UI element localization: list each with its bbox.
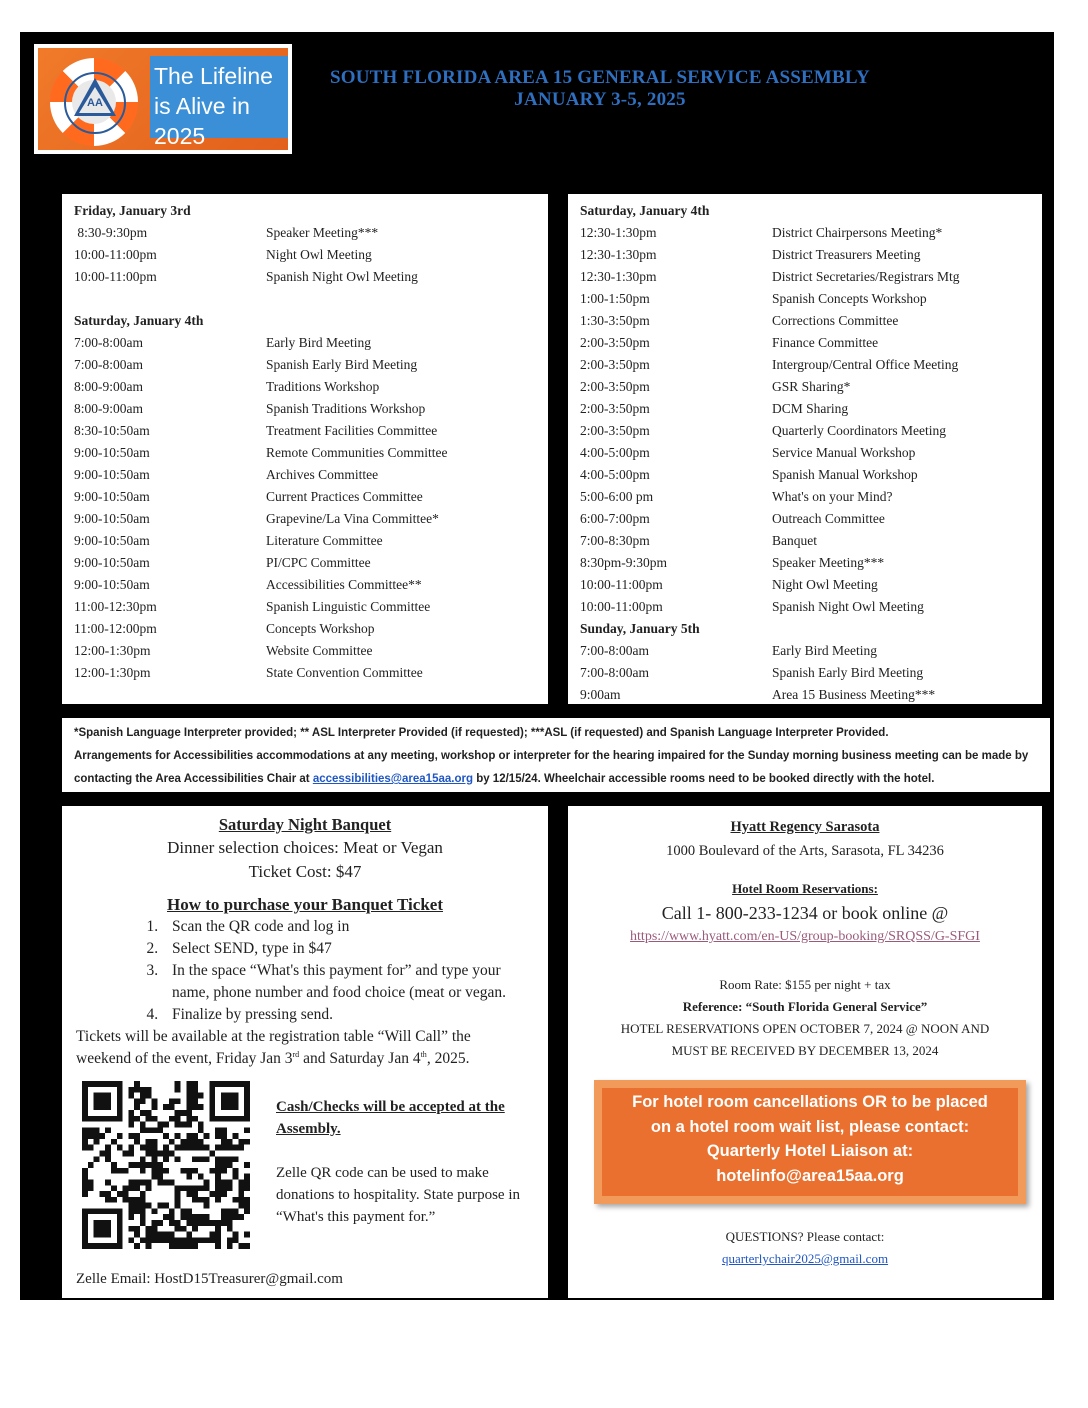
purchase-heading: How to purchase your Banquet Ticket bbox=[167, 895, 443, 914]
event-name: Spanish Concepts Workshop bbox=[772, 291, 927, 306]
reservation-phone: Call 1- 800-233-1234 or book online @ bbox=[661, 903, 949, 923]
event-name: DCM Sharing bbox=[772, 401, 849, 416]
event-time: 2:00-3:50pm bbox=[580, 401, 650, 416]
schedule-row bbox=[580, 486, 1030, 508]
schedule-row bbox=[580, 508, 1030, 530]
schedule-row bbox=[74, 574, 536, 596]
schedule-row bbox=[74, 354, 536, 376]
title-line1: SOUTH FLORIDA AREA 15 GENERAL SERVICE ASSEMBLY bbox=[330, 67, 870, 88]
schedule-row bbox=[580, 266, 1030, 288]
event-time: 7:00-8:00am bbox=[580, 643, 649, 658]
purchase-step: 3. In the space “What's this payment for” and type your name, phone number and food choice (meat or vegan. bbox=[162, 960, 534, 1004]
schedule-row bbox=[74, 618, 536, 640]
event-time: 9:00-10:50am bbox=[74, 577, 150, 592]
event-name: Finance Committee bbox=[772, 335, 879, 350]
hotel-name: Hyatt Regency Sarasota bbox=[730, 819, 880, 835]
event-time: 10:00-11:00pm bbox=[74, 247, 157, 262]
event-time: 9:00-10:50am bbox=[74, 489, 150, 504]
event-time: 12:30-1:30pm bbox=[580, 225, 657, 240]
title-line2: JANUARY 3-5, 2025 bbox=[514, 88, 686, 110]
dinner-choices: Dinner selection choices: Meat or Vegan bbox=[167, 838, 443, 857]
ticket-cost: Ticket Cost: $47 bbox=[248, 862, 362, 881]
event-name: State Convention Committee bbox=[266, 665, 423, 680]
schedule-row bbox=[74, 530, 536, 552]
reservations-open: HOTEL RESERVATIONS OPEN OCTOBER 7, 2024 @ NOON AND bbox=[620, 1021, 990, 1036]
event-time: 12:00-1:30pm bbox=[74, 665, 151, 680]
event-name: Night Owl Meeting bbox=[266, 247, 372, 262]
event-time: 11:00-12:30pm bbox=[74, 599, 157, 614]
event-time: 12:30-1:30pm bbox=[580, 269, 657, 284]
schedule-row bbox=[74, 442, 536, 464]
schedule-row bbox=[580, 684, 1030, 706]
schedule-row bbox=[580, 310, 1030, 332]
zelle-qr-code[interactable] bbox=[82, 1081, 250, 1249]
saturday-heading: Saturday, January 4th bbox=[74, 313, 204, 328]
purchase-steps bbox=[76, 916, 534, 1026]
schedule-row bbox=[74, 552, 536, 574]
event-time: 8:30pm-9:30pm bbox=[580, 555, 667, 570]
schedule-row bbox=[74, 244, 536, 266]
event-time: 8:30-9:30pm bbox=[74, 225, 148, 240]
event-time: 2:00-3:50pm bbox=[580, 379, 650, 394]
cash-checks-note: Cash/Checks will be accepted at the Assembly. bbox=[276, 1099, 505, 1137]
event-name: Corrections Committee bbox=[772, 313, 899, 328]
event-name: Speaker Meeting*** bbox=[266, 225, 379, 240]
event-time: 11:00-12:00pm bbox=[74, 621, 157, 636]
schedule-row bbox=[580, 354, 1030, 376]
accessibilities-email-link[interactable]: accessibilities@area15aa.org bbox=[312, 773, 473, 785]
friday-heading: Friday, January 3rd bbox=[74, 203, 191, 218]
event-time: 7:00-8:00am bbox=[580, 665, 649, 680]
event-name: Service Manual Workshop bbox=[772, 445, 916, 460]
booking-reference: Reference: “South Florida General Service” bbox=[682, 999, 928, 1014]
sunday-heading: Sunday, January 5th bbox=[580, 621, 700, 636]
event-time: 4:00-5:00pm bbox=[580, 467, 650, 482]
schedule-row bbox=[74, 596, 536, 618]
event-name: Spanish Manual Workshop bbox=[772, 467, 918, 482]
event-name: Spanish Linguistic Committee bbox=[266, 599, 431, 614]
event-name: District Secretaries/Registrars Mtg bbox=[772, 269, 960, 284]
zelle-email: Zelle Email: HostD15Treasurer@gmail.com bbox=[76, 1271, 343, 1287]
event-time: 10:00-11:00pm bbox=[580, 577, 663, 592]
cancellation-callout: For hotel room cancellations OR to be placed on a hotel room wait list, please contact: Quarterly Hotel Liaison at: hotelinfo@area15aa.org bbox=[594, 1080, 1026, 1204]
hyatt-booking-link[interactable]: https://www.hyatt.com/en-US/group-booking/SRQSS/G-SFGI bbox=[630, 929, 980, 944]
schedule-row bbox=[580, 244, 1030, 266]
schedule-row bbox=[580, 464, 1030, 486]
schedule-row bbox=[74, 464, 536, 486]
schedule-row bbox=[74, 662, 536, 684]
event-time: 8:00-9:00am bbox=[74, 401, 143, 416]
banquet-panel bbox=[62, 806, 548, 1298]
event-name: District Treasurers Meeting bbox=[772, 247, 921, 262]
schedule-row bbox=[580, 596, 1030, 618]
payment-notes bbox=[276, 1096, 536, 1228]
schedule-row bbox=[580, 574, 1030, 596]
schedule-row bbox=[580, 376, 1030, 398]
event-name: Early Bird Meeting bbox=[266, 335, 371, 350]
schedule-row bbox=[580, 420, 1030, 442]
event-name: Literature Committee bbox=[266, 533, 383, 548]
event-name: Quarterly Coordinators Meeting bbox=[772, 423, 946, 438]
event-time: 9:00-10:50am bbox=[74, 511, 150, 526]
schedule-right-panel bbox=[568, 194, 1042, 704]
event-time: 1:30-3:50pm bbox=[580, 313, 650, 328]
schedule-row bbox=[74, 332, 536, 354]
event-name: Spanish Early Bird Meeting bbox=[266, 357, 418, 372]
logo-slogan: The Lifeline is Alive in 2025 bbox=[150, 56, 288, 138]
event-time: 9:00-10:50am bbox=[74, 445, 150, 460]
event-name: Early Bird Meeting bbox=[772, 643, 877, 658]
event-time: 4:00-5:00pm bbox=[580, 445, 650, 460]
reservations-deadline: MUST BE RECEIVED BY DECEMBER 13, 2024 bbox=[671, 1043, 939, 1058]
event-time: 8:00-9:00am bbox=[74, 379, 143, 394]
notes-line1: *Spanish Language Interpreter provided; ** ASL Interpreter Provided (if requested); ***ASL (if requested) and Spanish Language Interpreter Provided. bbox=[74, 727, 889, 739]
event-name: District Chairpersons Meeting* bbox=[772, 225, 943, 240]
purchase-step: 1. Scan the QR code and log in bbox=[162, 916, 534, 938]
event-time: 9:00-10:50am bbox=[74, 555, 150, 570]
event-time: 7:00-8:00am bbox=[74, 335, 143, 350]
page-title bbox=[300, 67, 900, 111]
event-name: GSR Sharing* bbox=[772, 379, 851, 394]
schedule-row bbox=[74, 420, 536, 442]
event-name: Intergroup/Central Office Meeting bbox=[772, 357, 959, 372]
schedule-row bbox=[74, 486, 536, 508]
purchase-step: 4. Finalize by pressing send. bbox=[162, 1004, 534, 1026]
event-name: Spanish Night Owl Meeting bbox=[266, 269, 418, 284]
event-name: Treatment Facilities Committee bbox=[266, 423, 438, 438]
event-time: 7:00-8:30pm bbox=[580, 533, 650, 548]
event-time: 9:00-10:50am bbox=[74, 533, 150, 548]
schedule-row bbox=[74, 640, 536, 662]
event-time: 2:00-3:50pm bbox=[580, 357, 650, 372]
schedule-row bbox=[580, 552, 1030, 574]
hotel-address: 1000 Boulevard of the Arts, Sarasota, FL 34236 bbox=[666, 843, 944, 859]
event-name: Spanish Night Owl Meeting bbox=[772, 599, 924, 614]
hotel-liaison-email[interactable]: hotelinfo@area15aa.org bbox=[716, 1166, 904, 1185]
schedule-row bbox=[580, 640, 1030, 662]
event-name: Website Committee bbox=[266, 643, 373, 658]
notes-line3: contacting the Area Accessibilities Chair at accessibilities@area15aa.org by 12/15/24. Wheelchair accessible rooms need to be booked directly with the hotel. bbox=[74, 773, 935, 785]
reservations-heading: Hotel Room Reservations: bbox=[732, 881, 878, 896]
schedule-row bbox=[74, 508, 536, 530]
schedule-row bbox=[74, 398, 536, 420]
event-name: Remote Communities Committee bbox=[266, 445, 448, 460]
event-time: 10:00-11:00pm bbox=[580, 599, 663, 614]
event-time: 9:00-10:50am bbox=[74, 467, 150, 482]
schedule-row bbox=[580, 222, 1030, 244]
schedule-row bbox=[580, 662, 1030, 684]
event-name: Area 15 Business Meeting*** bbox=[772, 687, 936, 702]
event-time: 1:00-1:50pm bbox=[580, 291, 650, 306]
schedule-row bbox=[580, 442, 1030, 464]
saturday-heading: Saturday, January 4th bbox=[580, 203, 710, 218]
event-name: Speaker Meeting*** bbox=[772, 555, 885, 570]
room-rate: Room Rate: $155 per night + tax bbox=[719, 977, 891, 992]
hotel-panel bbox=[568, 806, 1042, 1298]
zelle-note: Zelle QR code can be used to make donations to hospitality. State purpose in “What's this payment for.” bbox=[276, 1165, 521, 1225]
event-name: Spanish Early Bird Meeting bbox=[772, 665, 924, 680]
lifeline-logo bbox=[34, 44, 292, 154]
event-time: 9:00am bbox=[580, 687, 621, 702]
purchase-step: 2. Select SEND, type in $47 bbox=[162, 938, 534, 960]
event-name: Spanish Traditions Workshop bbox=[266, 401, 426, 416]
event-time: 8:30-10:50am bbox=[74, 423, 150, 438]
event-name: Traditions Workshop bbox=[266, 379, 380, 394]
aa-mark: AA bbox=[87, 97, 103, 109]
event-time: 5:00-6:00 pm bbox=[580, 489, 654, 504]
event-time: 12:30-1:30pm bbox=[580, 247, 657, 262]
event-name: Outreach Committee bbox=[772, 511, 885, 526]
event-name: Current Practices Committee bbox=[266, 489, 423, 504]
event-time: 2:00-3:50pm bbox=[580, 423, 650, 438]
logo-background bbox=[38, 48, 288, 150]
event-name: Grapevine/La Vina Committee* bbox=[266, 511, 439, 526]
schedule-row bbox=[74, 222, 536, 244]
event-time: 7:00-8:00am bbox=[74, 357, 143, 372]
schedule-row bbox=[580, 288, 1030, 310]
event-name: Night Owl Meeting bbox=[772, 577, 878, 592]
event-name: PI/CPC Committee bbox=[266, 555, 371, 570]
interpreter-notes bbox=[62, 718, 1050, 792]
event-time: 6:00-7:00pm bbox=[580, 511, 650, 526]
questions-email-link[interactable]: quarterlychair2025@gmail.com bbox=[721, 1251, 889, 1266]
event-name: Archives Committee bbox=[266, 467, 379, 482]
notes-line2: Arrangements for Accessibilities accommodations at any meeting, workshop or interpreter for the hearing impaired for the Sunday morning business meeting can be made by bbox=[74, 750, 1029, 762]
event-time: 10:00-11:00pm bbox=[74, 269, 157, 284]
event-name: Accessibilities Committee** bbox=[266, 577, 422, 592]
banquet-title: Saturday Night Banquet bbox=[218, 815, 392, 834]
event-name: What's on your Mind? bbox=[772, 489, 893, 504]
schedule-row bbox=[74, 376, 536, 398]
event-name: Banquet bbox=[772, 533, 817, 548]
ticket-pickup-info: Tickets will be available at the registration table “Will Call” the weekend of the event, Friday Jan 3rd and Saturday Jan 4th, 2025. bbox=[76, 1028, 471, 1067]
event-time: 12:00-1:30pm bbox=[74, 643, 151, 658]
schedule-left-panel bbox=[62, 194, 548, 704]
schedule-row bbox=[580, 398, 1030, 420]
schedule-row bbox=[580, 530, 1030, 552]
schedule-row bbox=[74, 266, 536, 288]
event-time: 2:00-3:50pm bbox=[580, 335, 650, 350]
questions-label: QUESTIONS? Please contact: bbox=[725, 1229, 885, 1244]
event-name: Concepts Workshop bbox=[266, 621, 375, 636]
schedule-row bbox=[580, 332, 1030, 354]
